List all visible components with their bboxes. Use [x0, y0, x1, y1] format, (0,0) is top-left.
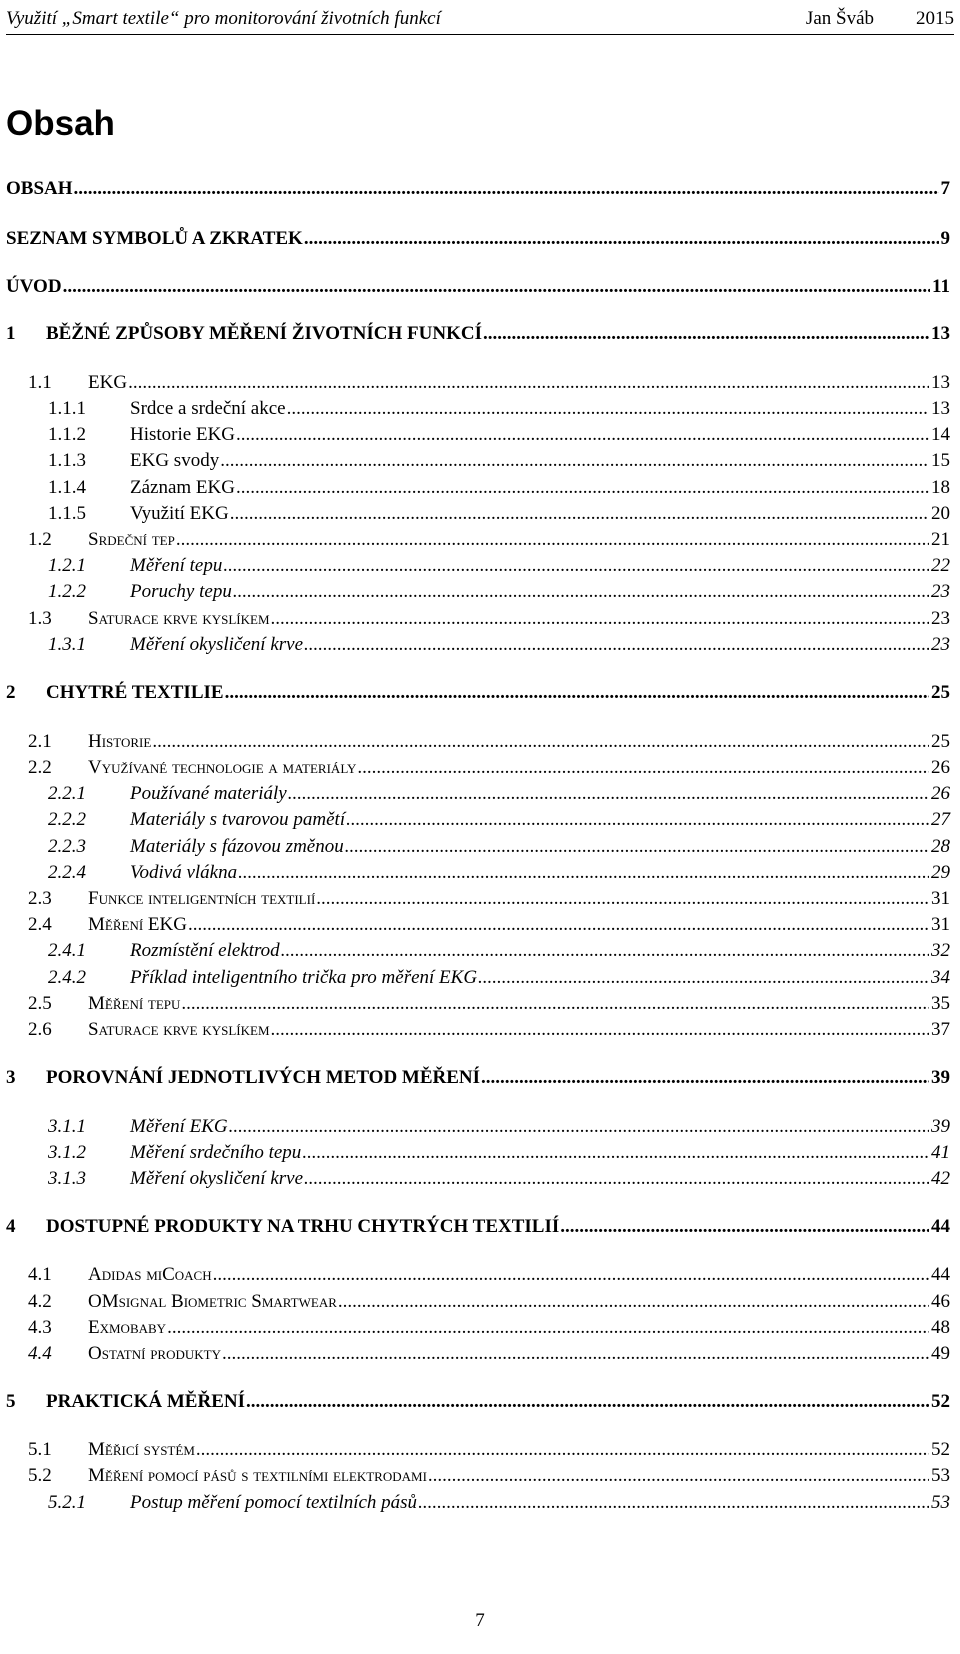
toc-dot-leader [316, 888, 929, 910]
toc-dot-leader [304, 634, 929, 656]
toc-entry-number: 1.1.4 [48, 477, 86, 498]
toc-entry-leader [88, 1264, 950, 1286]
toc-entry-leader [88, 1465, 950, 1487]
toc-entry-title: Ostatní produkty [88, 1343, 221, 1364]
toc-entry-leader [88, 993, 950, 1015]
toc-dot-leader [304, 1168, 929, 1190]
toc-entry[interactable] [0, 608, 960, 630]
toc-entry-title: OBSAH [6, 178, 73, 199]
toc-entry-page: 39 [931, 1116, 950, 1137]
toc-entry-number: 1.1 [28, 372, 52, 393]
toc-entry-leader [46, 682, 950, 704]
toc-entry-leader [88, 529, 950, 551]
toc-entry-page: 21 [931, 529, 950, 550]
toc-entry[interactable] [0, 424, 960, 446]
toc-entry-leader [46, 1067, 950, 1089]
toc-entry-leader [130, 503, 950, 525]
toc-entry-title: Postup měření pomocí textilních pásů [130, 1492, 418, 1513]
toc-entry-title: Měření tepu [88, 993, 181, 1014]
toc-entry-title: Měření okysličení krve [130, 1168, 304, 1189]
toc-entry-leader [88, 1291, 950, 1313]
toc-entry-leader [130, 783, 950, 805]
toc-entry-page: 52 [931, 1391, 950, 1412]
toc-entry[interactable] [0, 1492, 960, 1514]
toc-entry-title: Měření tepu [130, 555, 223, 576]
toc-entry-title: Historie [88, 731, 152, 752]
toc-entry-leader [88, 372, 950, 394]
toc-dot-leader [338, 1291, 929, 1313]
toc-dot-leader [181, 993, 929, 1015]
toc-entry-leader [46, 1216, 950, 1238]
toc-entry-title: Využívané technologie a materiály [88, 757, 357, 778]
toc-dot-leader [345, 836, 929, 858]
toc-entry-page: 13 [931, 372, 950, 393]
toc-dot-leader [418, 1492, 929, 1514]
toc-entry-number: 5.1 [28, 1439, 52, 1460]
toc-entry-title: Materiály s fázovou změnou [130, 836, 344, 857]
toc-entry-leader [46, 1391, 950, 1413]
toc-entry[interactable] [0, 228, 960, 250]
toc-dot-leader [167, 1317, 929, 1339]
toc-entry-page: 35 [931, 993, 950, 1014]
toc-entry-title: Saturace krve kyslíkem [88, 608, 270, 629]
toc-entry-page: 13 [931, 323, 950, 344]
toc-entry-page: 44 [931, 1264, 950, 1285]
toc-entry-number: 1.1.3 [48, 450, 86, 471]
toc-entry-leader [130, 1168, 950, 1190]
toc-entry-page: 26 [931, 783, 950, 804]
toc-entry-leader [6, 178, 950, 200]
toc-entry-number: 2.1 [28, 731, 52, 752]
toc-entry-page: 22 [931, 555, 950, 576]
toc-entry-page: 7 [940, 178, 950, 199]
toc-entry-number: 2.3 [28, 888, 52, 909]
toc-dot-leader [74, 178, 939, 200]
toc-entry[interactable] [0, 1465, 960, 1487]
toc-entry-title: CHYTRÉ TEXTILIE [46, 682, 224, 703]
toc-entry-leader [130, 836, 950, 858]
toc-entry-title: Poruchy tepu [130, 581, 232, 602]
toc-entry[interactable] [0, 1019, 960, 1041]
header-document-title: Využití „Smart textile“ pro monitorování životních funkcí [6, 8, 441, 29]
toc-dot-leader [176, 529, 929, 551]
toc-entry-leader [130, 424, 950, 446]
toc-entry[interactable] [0, 731, 960, 753]
toc-entry-number: 5.2.1 [48, 1492, 86, 1513]
toc-dot-leader [188, 914, 929, 936]
toc-entry-leader [88, 1343, 950, 1365]
toc-entry-leader [88, 1019, 950, 1041]
toc-dot-leader [233, 581, 929, 603]
toc-entry-leader [88, 1439, 950, 1461]
toc-entry-page: 18 [931, 477, 950, 498]
toc-entry-page: 44 [931, 1216, 950, 1237]
toc-entry-page: 23 [931, 634, 950, 655]
toc-dot-leader [223, 555, 929, 577]
toc-entry-leader [130, 581, 950, 603]
toc-entry-title: Měření srdečního tepu [130, 1142, 302, 1163]
toc-dot-leader [357, 757, 929, 779]
toc-entry-number: 1.1.5 [48, 503, 86, 524]
toc-entry-leader [130, 398, 950, 420]
toc-entry[interactable] [0, 783, 960, 805]
toc-entry-title: Srdeční tep [88, 529, 175, 550]
toc-entry[interactable] [0, 276, 960, 298]
toc-dot-leader [478, 967, 929, 989]
toc-entry-title: DOSTUPNÉ PRODUKTY NA TRHU CHYTRÝCH TEXTILIÍ [46, 1216, 560, 1237]
toc-entry-number: 2.2.2 [48, 809, 86, 830]
toc-entry-number: 3.1.1 [48, 1116, 86, 1137]
toc-entry[interactable] [0, 836, 960, 858]
toc-entry-number: 1.1.2 [48, 424, 86, 445]
toc-entry[interactable] [0, 1343, 960, 1365]
toc-entry[interactable] [0, 757, 960, 779]
toc-entry-number: 4.2 [28, 1291, 52, 1312]
toc-entry-number: 2.4.1 [48, 940, 86, 961]
toc-dot-leader [302, 1142, 929, 1164]
toc-entry-number: 2 [6, 682, 16, 703]
toc-dot-leader [346, 809, 929, 831]
toc-entry-title: Srdce a srdeční akce [130, 398, 286, 419]
toc-entry-leader [130, 862, 950, 884]
toc-entry-number: 2.2.1 [48, 783, 86, 804]
toc-dot-leader [288, 783, 929, 805]
toc-entry-leader [88, 757, 950, 779]
toc-dot-leader [152, 731, 929, 753]
toc-entry[interactable] [0, 940, 960, 962]
toc-entry-title: Materiály s tvarovou pamětí [130, 809, 346, 830]
toc-entry-number: 1.3.1 [48, 634, 86, 655]
toc-entry-page: 42 [931, 1168, 950, 1189]
toc-entry-number: 2.2.4 [48, 862, 86, 883]
page-number: 7 [475, 1610, 485, 1631]
toc-entry-page: 48 [931, 1317, 950, 1338]
toc-entry-number: 1.3 [28, 608, 52, 629]
toc-dot-leader [63, 276, 930, 298]
toc-entry[interactable] [0, 1168, 960, 1190]
toc-entry[interactable] [0, 555, 960, 577]
toc-entry[interactable] [0, 372, 960, 394]
toc-entry-leader [130, 1492, 950, 1514]
page-title: Obsah [6, 104, 115, 143]
toc-entry-page: 32 [931, 940, 950, 961]
toc-entry-page: 27 [931, 809, 950, 830]
toc-entry-number: 1.2.2 [48, 581, 86, 602]
toc-entry-leader [88, 608, 950, 630]
toc-entry[interactable] [0, 809, 960, 831]
toc-entry-title: Používané materiály [130, 783, 287, 804]
toc-dot-leader [222, 1343, 929, 1365]
toc-entry-leader [130, 555, 950, 577]
toc-entry-leader [46, 323, 950, 345]
toc-entry[interactable] [0, 914, 960, 936]
header-year: 2015 [916, 8, 954, 29]
toc-entry-page: 25 [931, 682, 950, 703]
toc-entry-title: Měření EKG [88, 914, 187, 935]
toc-entry-number: 2.4.2 [48, 967, 86, 988]
toc-entry-title: Měření okysličení krve [130, 634, 304, 655]
toc-entry-leader [130, 1116, 950, 1138]
toc-entry[interactable] [0, 1142, 960, 1164]
toc-entry[interactable] [0, 1216, 960, 1238]
toc-entry-page: 39 [931, 1067, 950, 1088]
toc-entry-page: 20 [931, 503, 950, 524]
toc-entry-number: 2.6 [28, 1019, 52, 1040]
toc-entry-page: 34 [931, 967, 950, 988]
toc-entry[interactable] [0, 1116, 960, 1138]
toc-entry-page: 37 [931, 1019, 950, 1040]
toc-entry-title: POROVNÁNÍ JEDNOTLIVÝCH METOD MĚŘENÍ [46, 1067, 481, 1088]
toc-entry[interactable] [0, 967, 960, 989]
toc-entry-title: Měření pomocí pásů s textilními elektrodami [88, 1465, 427, 1486]
toc-entry[interactable] [0, 529, 960, 551]
toc-entry-leader [88, 731, 950, 753]
toc-entry-page: 31 [931, 914, 950, 935]
toc-entry-title: Funkce inteligentních textilií [88, 888, 316, 909]
toc-entry-number: 2.2.3 [48, 836, 86, 857]
toc-entry-page: 15 [931, 450, 950, 471]
header-author: Jan Šváb [805, 8, 874, 29]
toc-entry-number: 2.5 [28, 993, 52, 1014]
toc-entry-number: 1 [6, 323, 16, 344]
toc-entry-number: 1.2 [28, 529, 52, 550]
toc-dot-leader [236, 477, 929, 499]
toc-entry[interactable] [0, 323, 960, 345]
toc-entry[interactable] [0, 1391, 960, 1413]
toc-entry-title: ÚVOD [6, 276, 62, 297]
toc-entry-number: 4 [6, 1216, 16, 1237]
toc-entry[interactable] [0, 888, 960, 910]
toc-entry-number: 1.2.1 [48, 555, 86, 576]
toc-dot-leader [225, 682, 929, 704]
toc-entry[interactable] [0, 477, 960, 499]
toc-dot-leader [304, 228, 939, 250]
toc-entry[interactable] [0, 178, 960, 200]
toc-dot-leader [287, 398, 929, 420]
toc-entry-leader [130, 809, 950, 831]
toc-entry-page: 13 [931, 398, 950, 419]
toc-entry-number: 4.3 [28, 1317, 52, 1338]
toc-dot-leader [196, 1439, 929, 1461]
toc-entry-number: 1.1.1 [48, 398, 86, 419]
toc-entry-page: 11 [932, 276, 950, 297]
toc-entry-page: 28 [931, 836, 950, 857]
toc-entry[interactable] [0, 862, 960, 884]
toc-entry-page: 25 [931, 731, 950, 752]
toc-entry[interactable] [0, 581, 960, 603]
toc-entry-page: 49 [931, 1343, 950, 1364]
toc-entry-page: 23 [931, 608, 950, 629]
toc-entry-title: Měřicí systém [88, 1439, 195, 1460]
toc-dot-leader [220, 450, 929, 472]
toc-entry-page: 53 [931, 1465, 950, 1486]
toc-entry-number: 4.4 [28, 1343, 52, 1364]
toc-dot-leader [271, 608, 929, 630]
toc-entry-title: EKG [88, 372, 128, 393]
toc-entry-title: Vodivá vlákna [130, 862, 238, 883]
toc-dot-leader [230, 503, 929, 525]
toc-entry[interactable] [0, 634, 960, 656]
toc-entry-leader [88, 1317, 950, 1339]
toc-entry-page: 53 [931, 1492, 950, 1513]
toc-dot-leader [213, 1264, 929, 1286]
toc-entry-title: PRAKTICKÁ MĚŘENÍ [46, 1391, 245, 1412]
toc-entry-number: 3.1.3 [48, 1168, 86, 1189]
toc-entry-page: 41 [931, 1142, 950, 1163]
toc-entry-page: 52 [931, 1439, 950, 1460]
toc-entry-title: Rozmístění elektrod [130, 940, 280, 961]
toc-entry-page: 29 [931, 862, 950, 883]
toc-entry-page: 14 [931, 424, 950, 445]
toc-dot-leader [229, 1116, 929, 1138]
toc-entry[interactable] [0, 503, 960, 525]
toc-dot-leader [281, 940, 929, 962]
toc-entry-title: Záznam EKG [130, 477, 235, 498]
toc-entry[interactable] [0, 1067, 960, 1089]
toc-entry-leader [88, 914, 950, 936]
toc-entry-number: 4.1 [28, 1264, 52, 1285]
toc-entry[interactable] [0, 1264, 960, 1286]
toc-entry-page: 9 [940, 228, 950, 249]
toc-entry-title: SEZNAM SYMBOLŮ A ZKRATEK [6, 228, 303, 249]
toc-entry-title: Adidas miCoach [88, 1264, 212, 1285]
toc-dot-leader [560, 1216, 929, 1238]
toc-entry-number: 2.4 [28, 914, 52, 935]
toc-entry-title: EKG svody [130, 450, 220, 471]
toc-entry[interactable] [0, 1291, 960, 1313]
toc-entry-leader [130, 1142, 950, 1164]
toc-entry-number: 3.1.2 [48, 1142, 86, 1163]
toc-entry[interactable] [0, 450, 960, 472]
toc-entry-leader [130, 450, 950, 472]
toc-entry-title: Exmobaby [88, 1317, 167, 1338]
toc-entry-page: 46 [931, 1291, 950, 1312]
toc-dot-leader [428, 1465, 929, 1487]
toc-entry-page: 31 [931, 888, 950, 909]
toc-dot-leader [236, 424, 929, 446]
toc-entry-leader [6, 276, 950, 298]
toc-entry-title: Příklad inteligentního trička pro měření EKG [130, 967, 478, 988]
toc-entry-leader [130, 634, 950, 656]
toc-entry-title: OMsignal Biometric Smartwear [88, 1291, 337, 1312]
toc-entry-title: Měření EKG [130, 1116, 228, 1137]
toc-entry-title: Využití EKG [130, 503, 229, 524]
toc-entry-leader [130, 477, 950, 499]
toc-entry-leader [130, 967, 950, 989]
toc-entry[interactable] [0, 993, 960, 1015]
toc-dot-leader [481, 1067, 929, 1089]
toc-entry-title: Saturace krve kyslíkem [88, 1019, 270, 1040]
toc-entry-page: 26 [931, 757, 950, 778]
toc-entry[interactable] [0, 398, 960, 420]
toc-dot-leader [246, 1391, 929, 1413]
toc-entry-leader [6, 228, 950, 250]
toc-entry[interactable] [0, 1317, 960, 1339]
toc-entry-page: 23 [931, 581, 950, 602]
toc-dot-leader [128, 372, 929, 394]
toc-dot-leader [238, 862, 929, 884]
toc-dot-leader [483, 323, 929, 345]
toc-entry-number: 2.2 [28, 757, 52, 778]
toc-entry-leader [130, 940, 950, 962]
toc-dot-leader [271, 1019, 929, 1041]
toc-entry-title: Historie EKG [130, 424, 236, 445]
toc-entry-title: BĚŽNÉ ZPŮSOBY MĚŘENÍ ŽIVOTNÍCH FUNKCÍ [46, 323, 482, 344]
toc-entry[interactable] [0, 682, 960, 704]
toc-entry-number: 5 [6, 1391, 16, 1412]
toc-entry-number: 3 [6, 1067, 16, 1088]
toc-entry-number: 5.2 [28, 1465, 52, 1486]
toc-entry-leader [88, 888, 950, 910]
toc-entry[interactable] [0, 1439, 960, 1461]
